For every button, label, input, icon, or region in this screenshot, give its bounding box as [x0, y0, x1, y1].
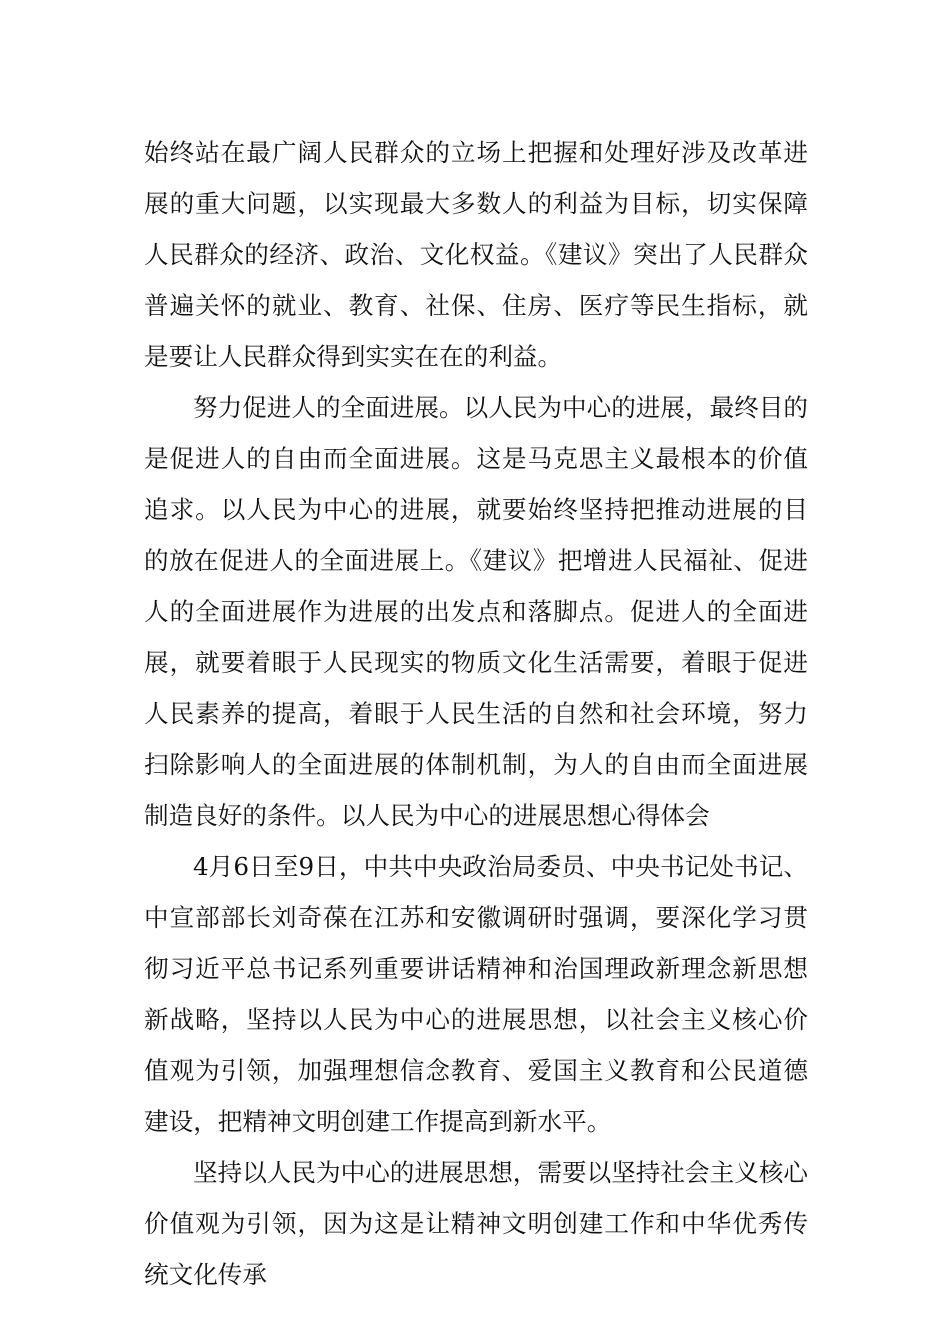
document-body — [144, 127, 808, 1300]
paragraph: 4月6日至9日，中共中央政治局委员、中央书记处书记、中宣部部长刘奇葆在江苏和安徽调研时强调，要深化学习贯彻习近平总书记系列重要讲话精神和治国理政新理念新思想新战略，坚持以人民为中心的进展思想，以社会主义核心价值观为引领，加强理想信念教育、爱国主义教育和公民道德建设，把精神文明创建工作提高到新水平。 — [144, 852, 808, 1136]
paragraph-continued: 始终站在最广阔人民群众的立场上把握和处理好涉及改革进展的重大问题，以实现最大多数人的利益为目标，切实保障人民群众的经济、政治、文化权益。《建议》突出了人民群众普遍关怀的就业、教育、社保、住房、医疗等民生指标，就是要让人民群众得到实实在在的利益。 — [144, 138, 808, 371]
paragraph: 坚持以人民为中心的进展思想，需要以坚持社会主义核心价值观为引领，因为这是让精神文明创建工作和中华优秀传统文化传承 — [144, 1158, 808, 1289]
paragraph: 努力促进人的全面进展。以人民为中心的进展，最终目的是促进人的自由而全面进展。这是马克思主义最根本的价值追求。以人民为中心的进展，就要始终坚持把推动进展的目的放在促进人的全面进展上。《建议》把增进人民福祉、促进人的全面进展作为进展的出发点和落脚点。促进人的全面进展，就要着眼于人民现实的物质文化生活需要，着眼于促进人民素养的提高，着眼于人民生活的自然和社会环境，努力扫除影响人的全面进展的体制机制，为人的自由而全面进展制造良好的条件。以人民为中心的进展思想心得体会 — [144, 393, 808, 830]
